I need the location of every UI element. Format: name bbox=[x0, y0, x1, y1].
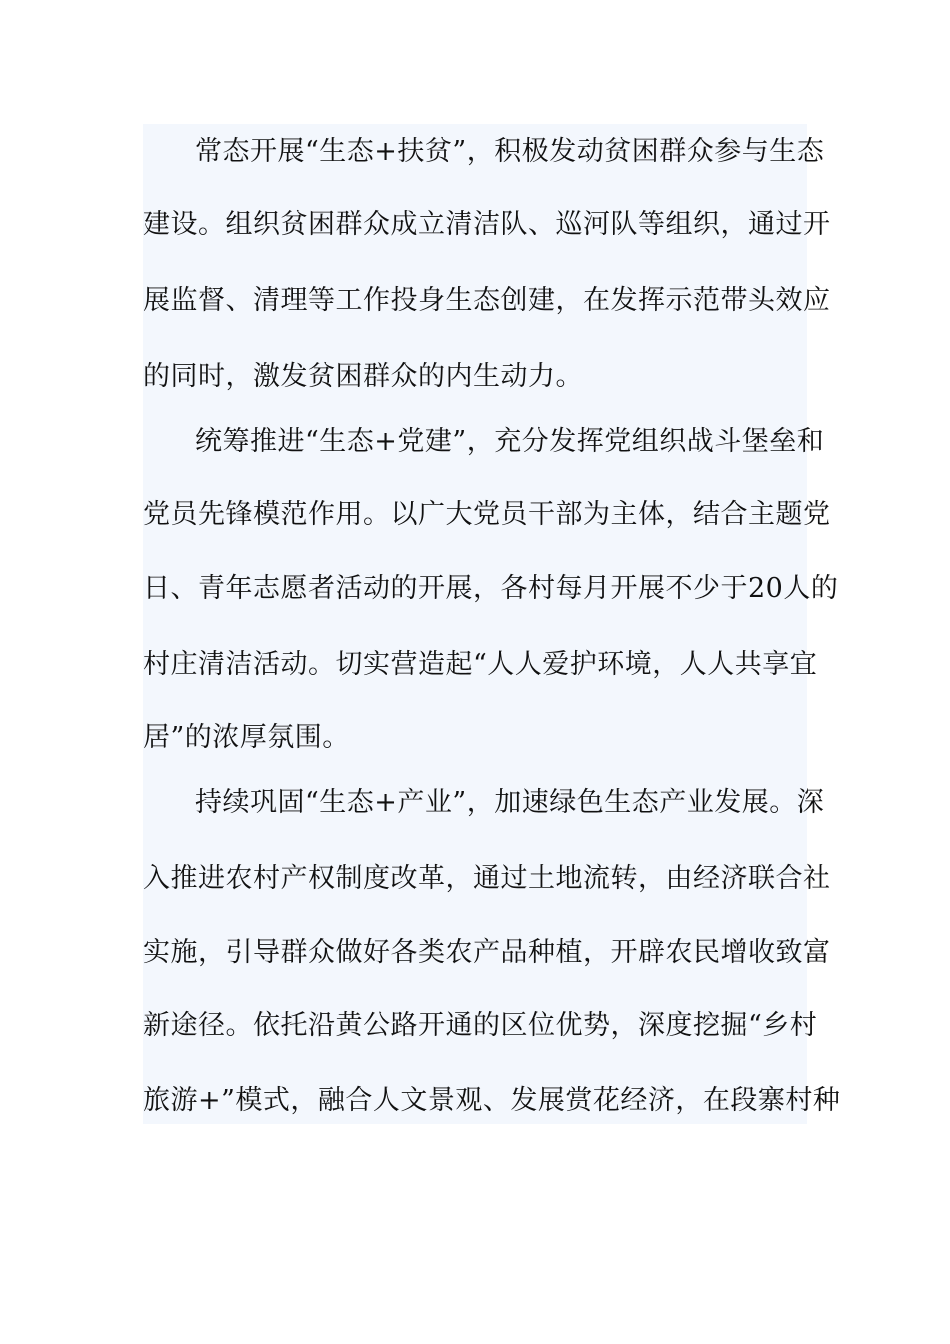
paragraph-1-line-3: 展监督、清理等工作投身生态创建，在发挥示范带头效应 bbox=[143, 285, 831, 316]
paragraph-2-line-5: 居”的浓厚氛围。 bbox=[143, 722, 350, 753]
paragraph-3-line-5: 旅游+”模式，融合人文景观、发展赏花经济，在段寨村种 bbox=[143, 1085, 841, 1116]
paragraph-2-line-3: 日、青年志愿者活动的开展，各村每月开展不少于20人的 bbox=[143, 573, 839, 604]
paragraph-1-line-4: 的同时，激发贫困群众的内生动力。 bbox=[143, 361, 583, 392]
paragraph-1-line-1: 常态开展“生态+扶贫”，积极发动贫困群众参与生态 bbox=[195, 136, 825, 167]
paragraph-2-line-1: 统筹推进“生态+党建”，充分发挥党组织战斗堡垒和 bbox=[195, 426, 825, 457]
paragraph-2-line-2: 党员先锋模范作用。以广大党员干部为主体，结合主题党 bbox=[143, 499, 831, 530]
text-block bbox=[143, 124, 841, 1124]
paragraph-3-line-2: 入推进农村产权制度改革，通过土地流转，由经济联合社 bbox=[143, 863, 831, 894]
paragraph-3-line-3: 实施，引导群众做好各类农产品种植，开辟农民增收致富 bbox=[143, 937, 831, 968]
paragraph-1-line-2: 建设。组织贫困群众成立清洁队、巡河队等组织，通过开 bbox=[143, 209, 831, 240]
paragraph-3-line-1: 持续巩固“生态+产业”，加速绿色生态产业发展。深 bbox=[195, 787, 825, 818]
paragraph-3-line-4: 新途径。依托沿黄公路开通的区位优势，深度挖掘“乡村 bbox=[143, 1010, 818, 1041]
paragraph-2-line-4: 村庄清洁活动。切实营造起“人人爱护环境，人人共享宜 bbox=[143, 649, 818, 680]
